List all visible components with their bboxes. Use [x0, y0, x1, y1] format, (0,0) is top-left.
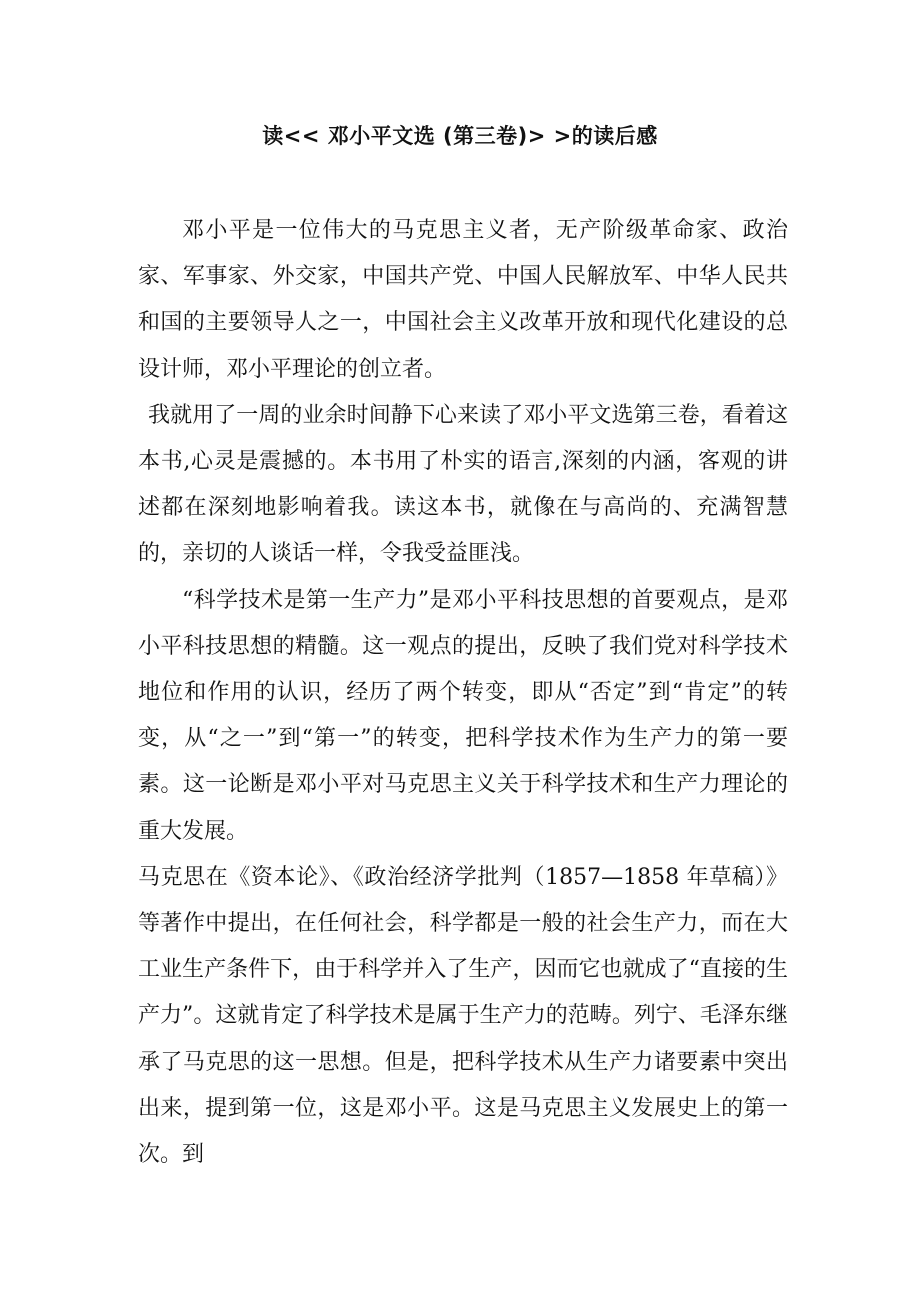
- paragraph-1: 邓小平是一位伟大的马克思主义者，无产阶级革命家、政治家、军事家、外交家，中国共产党、中国人民解放军、中华人民共和国的主要领导人之一，中国社会主义改革开放和现代化建设的总设计师，邓小平理论的创立者。: [138, 218, 788, 382]
- paragraph-4: 马克思在《资本论》、《政治经济学批判（1857—1858 年草稿）》等著作中提出，在任何社会，科学都是一般的社会生产力，而在大工业生产条件下，由于科学并入了生产，因而它也就成了“直接的生产力”。这就肯定了科学技术是属于生产力的范畴。列宁、毛泽东继承了马克思的这一思想。但是，把科学技术从生产力诸要素中突出出来，提到第一位，这是邓小平。这是马克思主义发展史上的第一次。到: [138, 864, 788, 1168]
- document-title: 读<< 邓小平文选 (第三卷)> >的读后感: [262, 124, 658, 148]
- document-body: [138, 208, 788, 1178]
- paragraph-2: 我就用了一周的业余时间静下心来读了邓小平文选第三卷，看着这本书,心灵是震撼的。本书用了朴实的语言,深刻的内涵，客观的讲述都在深刻地影响着我。读这本书，就像在与高尚的、充满智慧的，亲切的人谈话一样，令我受益匪浅。: [138, 402, 788, 567]
- paragraph-3: “科学技术是第一生产力”是邓小平科技思想的首要观点，是邓小平科技思想的精髓。这一观点的提出，反映了我们党对科学技术地位和作用的认识，经历了两个转变，即从“否定”到“肯定”的转变，从“之一”到“第一”的转变，把科学技术作为生产力的第一要素。这一论断是邓小平对马克思主义关于科学技术和生产力理论的重大发展。: [138, 587, 788, 844]
